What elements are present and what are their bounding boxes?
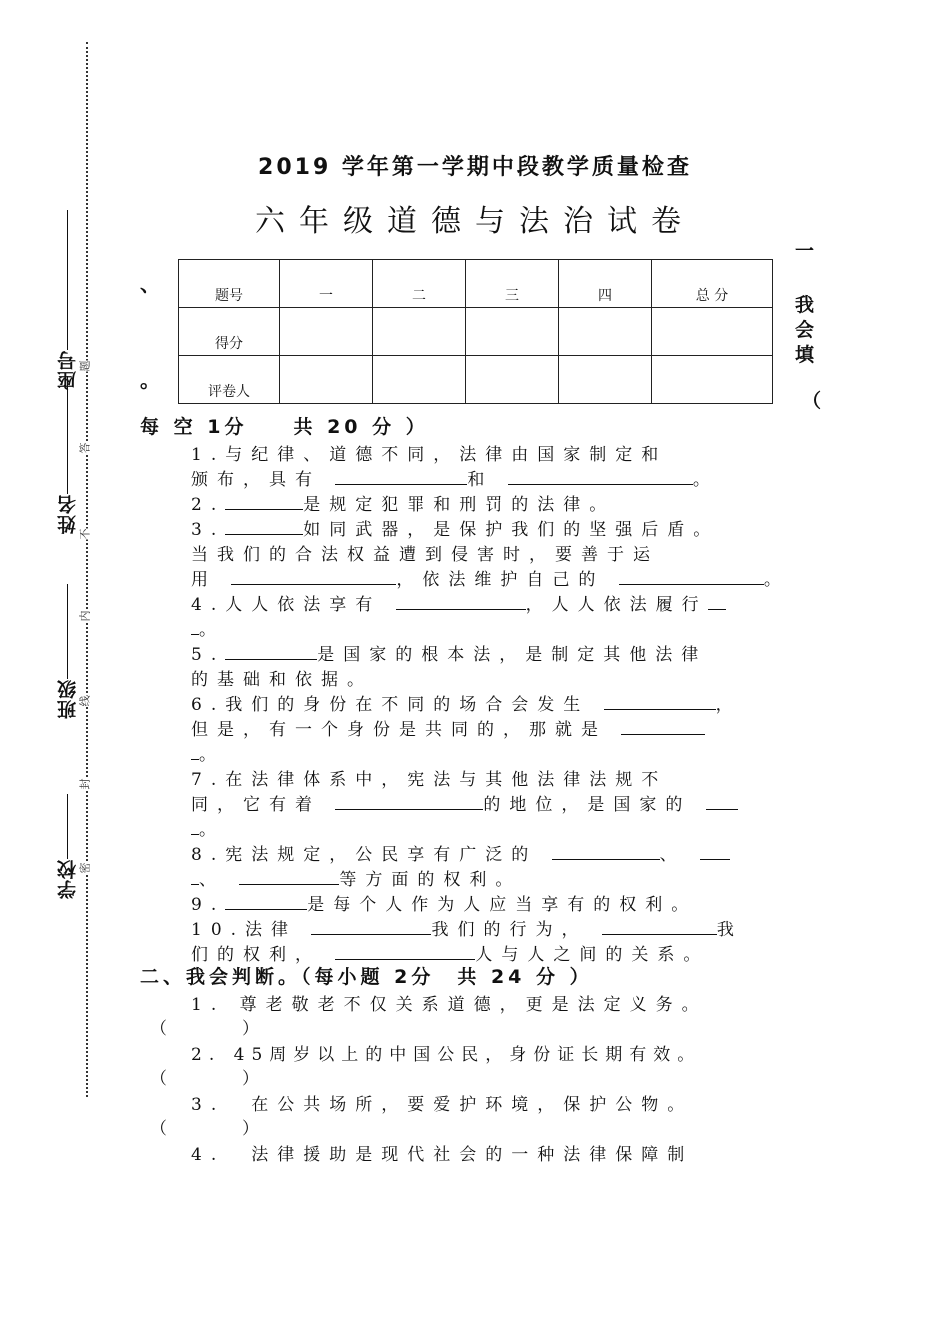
answer-blank[interactable] <box>225 495 303 510</box>
judge-answer-paren[interactable]: （ ） <box>150 1019 265 1039</box>
answer-blank[interactable] <box>239 870 339 885</box>
score-cell[interactable] <box>466 308 559 356</box>
score-cell[interactable] <box>280 308 373 356</box>
school-label: 学校 <box>57 859 79 899</box>
question-1-line-1: 1.与纪律、道德不同，法律由国家制定和 <box>191 445 668 465</box>
table-header: 总 分 <box>652 260 773 308</box>
question-6-line-1: 6.我们的身份在不同的场合会发生 ， <box>191 695 742 715</box>
table-row <box>179 308 773 356</box>
section1-number: 一 <box>795 240 815 262</box>
answer-blank[interactable] <box>706 795 738 810</box>
answer-blank[interactable] <box>191 820 199 835</box>
seal-char: 封 <box>78 778 92 790</box>
school-field[interactable] <box>54 790 81 899</box>
name-label: 姓名 <box>57 494 79 534</box>
side-period: 。 <box>140 368 160 392</box>
table-header: 三 <box>466 260 559 308</box>
question-2: 2. 是规定犯罪和刑罚的法律。 <box>191 495 616 515</box>
judge-item-2: 2. 45周岁以上的中国公民，身份证长期有效。 <box>191 1045 702 1065</box>
question-10-line-2: 们的权利， 人与人之间的关系。 <box>191 945 710 965</box>
seal-char: 线 <box>78 695 92 707</box>
question-3-line-1: 3. 如同武器，是保护我们的坚强后盾。 <box>191 520 720 540</box>
answer-blank[interactable] <box>708 595 726 610</box>
judge-item-1: 1. 尊老敬老不仅关系道德，更是法定义务。 <box>191 995 708 1015</box>
question-6-line-2: 但是，有一个身份是共同的，那就是 <box>191 715 705 740</box>
answer-blank[interactable] <box>231 570 396 585</box>
question-3-line-3: 用 ，依法维护自己的 。 <box>191 570 790 590</box>
grader-cell[interactable] <box>559 356 652 404</box>
name-field[interactable] <box>54 372 81 534</box>
answer-blank[interactable] <box>335 470 467 485</box>
answer-blank[interactable] <box>225 895 307 910</box>
score-cell[interactable] <box>559 308 652 356</box>
answer-blank[interactable] <box>191 745 199 760</box>
grader-cell[interactable] <box>652 356 773 404</box>
answer-blank[interactable] <box>602 920 717 935</box>
row-label: 评卷人 <box>179 356 280 404</box>
table-header: 四 <box>559 260 652 308</box>
class-label: 班级 <box>57 679 79 719</box>
seal-char: 密 <box>78 862 92 874</box>
answer-blank[interactable] <box>335 795 483 810</box>
answer-blank[interactable] <box>552 845 660 860</box>
table-row <box>179 260 773 308</box>
grader-cell[interactable] <box>280 356 373 404</box>
answer-blank[interactable] <box>225 645 317 660</box>
question-9: 9. 是每个人作为人应当享有的权利。 <box>191 895 698 915</box>
answer-blank[interactable] <box>335 945 475 960</box>
section2-heading: 二、我会判断。（每小题 2分 共 24 分 ） <box>140 966 593 988</box>
seal-char: 内 <box>78 610 92 622</box>
seat-label: 座号 <box>57 350 79 390</box>
answer-blank[interactable] <box>508 470 693 485</box>
side-comma: 、 <box>140 272 160 296</box>
question-1-line-2: 颁布，具有 和 。 <box>191 470 719 490</box>
section1-title-char: 我 <box>795 294 815 316</box>
section1-title-char: 填 <box>795 344 815 366</box>
answer-blank[interactable] <box>604 695 716 710</box>
question-3-line-2: 当我们的合法权益遭到侵害时，要善于运 <box>191 545 659 565</box>
answer-blank[interactable] <box>311 920 431 935</box>
question-7-end: 。 <box>191 815 225 840</box>
section1-title-char: 会 <box>795 319 815 341</box>
answer-blank[interactable] <box>191 620 199 635</box>
exam-subtitle: 六年级道德与法治试卷 <box>255 204 695 239</box>
table-row <box>179 356 773 404</box>
question-4: 4.人人依法享有 ，人人依法履行 <box>191 590 726 615</box>
grader-cell[interactable] <box>373 356 466 404</box>
question-7-line-1: 7.在法律体系中，宪法与其他法律法规不 <box>191 770 668 790</box>
judge-answer-paren[interactable]: （ ） <box>150 1069 265 1089</box>
section1-score-note: 每 空 1分 共 20 分 ） <box>140 416 429 438</box>
answer-blank[interactable] <box>225 520 303 535</box>
question-5-line-1: 5. 是国家的根本法，是制定其他法律 <box>191 645 708 665</box>
exam-title: 2019 学年第一学期中段教学质量检查 <box>258 155 692 180</box>
answer-blank[interactable] <box>621 720 705 735</box>
question-8-line-1: 8.宪法规定，公民享有广泛的 、 <box>191 840 730 865</box>
grader-cell[interactable] <box>466 356 559 404</box>
score-cell[interactable] <box>652 308 773 356</box>
answer-blank[interactable] <box>396 595 526 610</box>
table-header: 题号 <box>179 260 280 308</box>
section1-paren: （ <box>802 390 822 412</box>
judge-item-4: 4. 法律援助是现代社会的一种法律保障制 <box>191 1145 694 1165</box>
seal-char: 题 <box>78 360 92 372</box>
question-5-line-2: 的基础和依据。 <box>191 670 373 690</box>
judge-item-3: 3. 在公共场所，要爱护环境，保护公物。 <box>191 1095 694 1115</box>
question-8-line-2: 、 等方面的权利。 <box>191 865 521 890</box>
question-6-end: 。 <box>191 740 225 765</box>
table-header: 一 <box>280 260 373 308</box>
table-header: 二 <box>373 260 466 308</box>
question-7-line-2: 同，它有着 的地位，是国家的 <box>191 790 738 815</box>
answer-blank[interactable] <box>191 870 199 885</box>
score-cell[interactable] <box>373 308 466 356</box>
row-label: 得分 <box>179 308 280 356</box>
answer-blank[interactable] <box>619 570 764 585</box>
class-field[interactable] <box>54 580 81 719</box>
question-4-end: 。 <box>191 615 225 640</box>
seal-char: 答 <box>78 442 92 454</box>
answer-blank[interactable] <box>700 845 730 860</box>
question-10-line-1: 10.法律 我们的行为， 我 <box>191 920 743 940</box>
seal-char: 不 <box>78 528 92 540</box>
score-table <box>178 259 773 404</box>
judge-answer-paren[interactable]: （ ） <box>150 1119 265 1139</box>
